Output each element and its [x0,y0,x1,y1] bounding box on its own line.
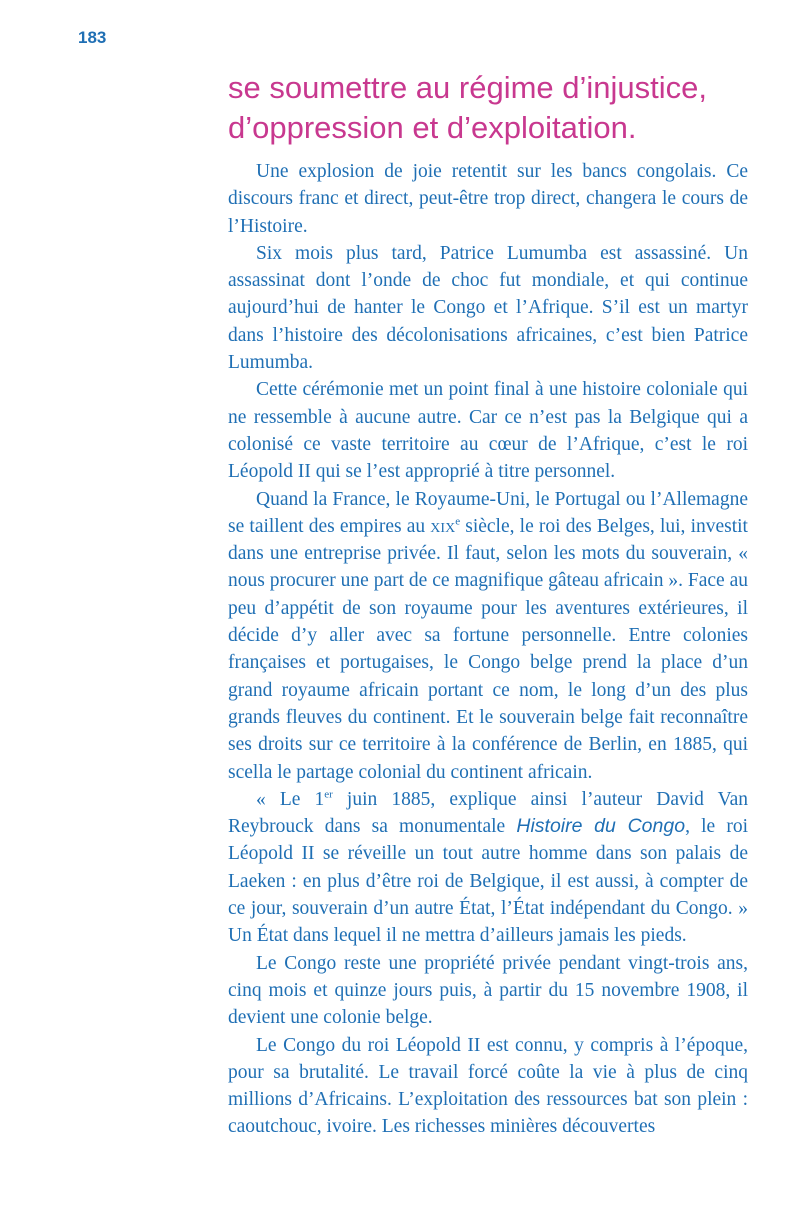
page-number: 183 [78,28,107,47]
century-superscript: e [455,515,461,528]
body-text [228,158,748,1141]
paragraph-4-part-1: Quand la France, le Royaume-Uni, le Portugal ou l’Allemagne se taillent des empires au [228,488,748,537]
paragraph-4 [228,486,748,786]
paragraph-1: Une explosion de joie retentit sur les bancs congolais. Ce discours franc et direct, peut-être trop direct, changera le cours de l’Histoire. [228,161,748,237]
century-numeral: xix [430,515,456,537]
paragraph-2: Six mois plus tard, Patrice Lumumba est assassiné. Un assassinat dont l’onde de choc fut mondiale, et qui continue aujourd’hui de hanter le Congo et l’Afrique. S’il est un martyr dans l’histoire des décolonisations africaines, c’est bien Patrice Lumumba. [228,242,748,374]
paragraph-5-part-2: juin 1885, explique ainsi l’auteur David Van Reybrouck dans sa monumentale [228,788,748,838]
paragraph-6: Le Congo reste une propriété privée pendant vingt-trois ans, cinq mois et quinze jours puis, à partir du 15 novembre 1908, il devient une colonie belge. [228,952,748,1029]
paragraph-7: Le Congo du roi Léopold II est connu, y compris à l’époque, pour sa brutalité. Le travail forcé coûte la vie à plus de cinq millions d’Africains. L’exploitation des ressources bat son plein : caoutchouc, ivoire. Les richesses minières découvertes [228,1034,748,1138]
ordinal-superscript: er [324,788,333,801]
book-title: Histoire du Congo [516,815,686,838]
paragraph-5 [228,786,748,950]
paragraph-3: Cette cérémonie met un point final à une histoire coloniale qui ne ressemble à aucune autre. Car ce n’est pas la Belgique qui a colonisé ce vaste territoire au cœur de l’Afrique, c’est le roi Léopold II qui se l’est approprié à titre personnel. [228,379,748,483]
paragraph-5-part-1: « Le 1 [256,788,325,810]
paragraph-4-part-2: siècle, le roi des Belges, lui, investit dans une entreprise privée. Il faut, selon les mots du souverain, « nous procurer une part de ce magnifique gâteau africain ». Face au peu d’appétit de son royaume pour les aventures extérieures, il décide d’y aller avec sa fortune personnelle. Entre colonies françaises et portugaises, le Congo belge prend la place d’un grand royaume africain portant ce nom, le long d’un des plus grands fleuves du continent. Et le souverain belge fait reconnaître ses droits sur ce territoire à la conférence de Berlin, en 1885, qui scella le partage colonial du continent africain. [228,515,748,783]
paragraph-5-part-3: , le roi Léopold II se réveille un tout autre homme dans son palais de Laeken : en plus d’être roi de Belgique, il est aussi, à compter de ce jour, souverain d’un autre État, l’État indépendant du Congo. » Un État dans lequel il ne mettra d’ailleurs jamais les pieds. [228,816,749,947]
section-heading: se soumettre au régime d’injustice, d’oppression et d’exploitation. [228,70,708,145]
